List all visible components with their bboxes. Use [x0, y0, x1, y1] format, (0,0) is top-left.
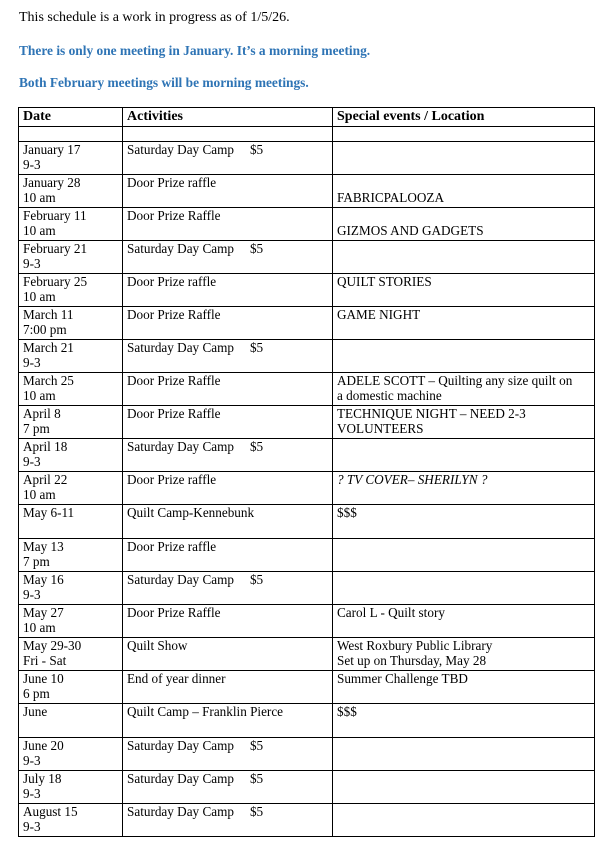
table-row	[19, 208, 595, 241]
table-row	[19, 738, 595, 771]
activity-cell	[123, 472, 333, 505]
date-text: June	[23, 704, 48, 719]
event-cell	[333, 638, 595, 671]
event-text: GIZMOS AND GADGETS	[337, 223, 484, 238]
date-text: April 8	[23, 406, 61, 421]
date-cell	[19, 307, 123, 340]
date-cell	[19, 804, 123, 837]
event-cell	[333, 241, 595, 274]
price-text: $5	[249, 804, 264, 819]
event-cell	[333, 142, 595, 175]
header-activities: Activities	[123, 108, 333, 127]
event-cell	[333, 340, 595, 373]
time-text: 10 am	[23, 223, 56, 238]
spacer-cell	[123, 127, 333, 142]
table-row	[19, 704, 595, 738]
date-cell	[19, 439, 123, 472]
date-text: January 17	[23, 142, 81, 157]
time-text: 7:00 pm	[23, 322, 67, 337]
event-text: West Roxbury Public Library	[337, 638, 493, 653]
activity-text: Door Prize Raffle	[127, 605, 221, 620]
date-cell	[19, 142, 123, 175]
date-text: July 18	[23, 771, 62, 786]
activity-cell	[123, 439, 333, 472]
time-text: 9-3	[23, 786, 41, 801]
activity-text: Door Prize Raffle	[127, 307, 221, 322]
date-text: May 29-30	[23, 638, 82, 653]
activity-cell	[123, 340, 333, 373]
activity-text: Saturday Day Camp	[127, 572, 234, 587]
date-cell	[19, 539, 123, 572]
activity-cell	[123, 241, 333, 274]
activity-cell	[123, 539, 333, 572]
note-january: There is only one meeting in January. It’s a morning meeting.	[19, 43, 371, 58]
time-text: 10 am	[23, 289, 56, 304]
event-text: GAME NIGHT	[337, 307, 421, 322]
activity-cell	[123, 274, 333, 307]
activity-cell	[123, 771, 333, 804]
event-text: FABRICPALOOZA	[337, 190, 444, 205]
event-text: $$$	[337, 505, 357, 520]
date-cell	[19, 605, 123, 638]
date-cell	[19, 406, 123, 439]
event-cell	[333, 406, 595, 439]
event-text: a domestic machine	[337, 388, 442, 403]
table-row	[19, 771, 595, 804]
date-text: April 18	[23, 439, 68, 454]
activity-text: Saturday Day Camp	[127, 439, 234, 454]
table-row	[19, 406, 595, 439]
event-text	[337, 175, 590, 190]
table-row	[19, 307, 595, 340]
time-text: 6 pm	[23, 686, 50, 701]
activity-text: End of year dinner	[127, 671, 226, 686]
spacer-cell	[19, 127, 123, 142]
event-cell	[333, 572, 595, 605]
activity-text: Saturday Day Camp	[127, 340, 234, 355]
activity-text: Quilt Camp – Franklin Pierce	[127, 704, 284, 719]
date-text: May 6-11	[23, 505, 75, 520]
price-text: $5	[249, 439, 264, 454]
date-cell	[19, 208, 123, 241]
event-cell	[333, 771, 595, 804]
time-text: 10 am	[23, 190, 56, 205]
price-text: $5	[249, 572, 264, 587]
activity-text: Saturday Day Camp	[127, 142, 234, 157]
date-cell	[19, 472, 123, 505]
header-date: Date	[19, 108, 123, 127]
time-text: Fri - Sat	[23, 653, 67, 668]
activity-cell	[123, 572, 333, 605]
date-text: February 21	[23, 241, 88, 256]
date-text: May 13	[23, 539, 64, 554]
spacer-cell	[333, 127, 595, 142]
date-text: March 21	[23, 340, 74, 355]
activity-cell	[123, 605, 333, 638]
activity-cell	[123, 208, 333, 241]
event-cell	[333, 307, 595, 340]
event-text: Summer Challenge TBD	[337, 671, 468, 686]
date-cell	[19, 671, 123, 704]
date-text: February 25	[23, 274, 88, 289]
table-row	[19, 340, 595, 373]
table-row	[19, 605, 595, 638]
event-text: ADELE SCOTT – Quilting any size quilt on	[337, 373, 573, 388]
table-row	[19, 274, 595, 307]
event-cell	[333, 704, 595, 738]
activity-cell	[123, 671, 333, 704]
time-text: 7 pm	[23, 421, 50, 436]
date-text: March 11	[23, 307, 74, 322]
event-cell	[333, 274, 595, 307]
price-text: $5	[249, 771, 264, 786]
table-row	[19, 671, 595, 704]
activity-text: Saturday Day Camp	[127, 241, 234, 256]
date-cell	[19, 505, 123, 539]
time-text: 10 am	[23, 388, 56, 403]
event-text	[337, 208, 590, 223]
intro-text: This schedule is a work in progress as of 1/5/26.	[19, 10, 290, 25]
header-special-events: Special events / Location	[333, 108, 595, 127]
activity-text: Door Prize Raffle	[127, 208, 221, 223]
price-text: $5	[249, 241, 264, 256]
activity-text: Quilt Camp-Kennebunk	[127, 505, 255, 520]
time-text: 9-3	[23, 355, 41, 370]
date-cell	[19, 638, 123, 671]
date-text: March 25	[23, 373, 74, 388]
time-text: 9-3	[23, 256, 41, 271]
activity-text: Saturday Day Camp	[127, 738, 234, 753]
time-text: 7 pm	[23, 554, 50, 569]
time-text: 9-3	[23, 753, 41, 768]
price-text: $5	[249, 142, 264, 157]
time-text: 9-3	[23, 819, 41, 834]
activity-text: Quilt Show	[127, 638, 188, 653]
activity-cell	[123, 406, 333, 439]
event-cell	[333, 505, 595, 539]
activity-text: Saturday Day Camp	[127, 804, 234, 819]
date-text: August 15	[23, 804, 78, 819]
event-text: Set up on Thursday, May 28	[337, 653, 487, 668]
activity-cell	[123, 175, 333, 208]
date-text: June 20	[23, 738, 64, 753]
table-row	[19, 175, 595, 208]
date-text: January 28	[23, 175, 81, 190]
activity-text: Door Prize raffle	[127, 175, 217, 190]
date-cell	[19, 274, 123, 307]
note-february: Both February meetings will be morning meetings.	[19, 75, 309, 90]
activity-cell	[123, 505, 333, 539]
event-text: TECHNIQUE NIGHT – NEED 2-3	[337, 406, 526, 421]
activity-text: Door Prize Raffle	[127, 373, 221, 388]
table-header-row	[19, 108, 595, 127]
time-text: 10 am	[23, 620, 56, 635]
activity-cell	[123, 704, 333, 738]
activity-text: Door Prize raffle	[127, 472, 217, 487]
activity-cell	[123, 804, 333, 837]
time-text: 9-3	[23, 454, 41, 469]
date-cell	[19, 175, 123, 208]
date-text: February 11	[23, 208, 87, 223]
event-cell	[333, 539, 595, 572]
date-cell	[19, 340, 123, 373]
schedule-table	[18, 107, 595, 837]
date-cell	[19, 738, 123, 771]
date-cell	[19, 373, 123, 406]
event-text: QUILT STORIES	[337, 274, 432, 289]
price-text: $5	[249, 340, 264, 355]
event-cell	[333, 472, 595, 505]
activity-text: Saturday Day Camp	[127, 771, 234, 786]
date-text: May 16	[23, 572, 64, 587]
event-text: Carol L - Quilt story	[337, 605, 445, 620]
activity-cell	[123, 307, 333, 340]
table-row	[19, 373, 595, 406]
activity-cell	[123, 638, 333, 671]
table-row	[19, 472, 595, 505]
event-cell	[333, 804, 595, 837]
table-row	[19, 241, 595, 274]
event-cell	[333, 671, 595, 704]
date-cell	[19, 704, 123, 738]
date-text: April 22	[23, 472, 68, 487]
date-cell	[19, 241, 123, 274]
table-row	[19, 439, 595, 472]
event-text: $$$	[337, 704, 357, 719]
table-row	[19, 539, 595, 572]
event-cell	[333, 605, 595, 638]
time-text: 10 am	[23, 487, 56, 502]
time-text: 9-3	[23, 587, 41, 602]
event-text: ? TV COVER– SHERILYN ?	[337, 472, 488, 487]
activity-text: Door Prize raffle	[127, 274, 217, 289]
table-row	[19, 638, 595, 671]
table-spacer-row	[19, 127, 595, 142]
table-row	[19, 804, 595, 837]
table-body	[19, 127, 595, 837]
table-row	[19, 572, 595, 605]
event-cell	[333, 738, 595, 771]
activity-cell	[123, 142, 333, 175]
table-row	[19, 142, 595, 175]
event-cell	[333, 175, 595, 208]
date-text: May 27	[23, 605, 64, 620]
date-cell	[19, 771, 123, 804]
activity-text: Door Prize Raffle	[127, 406, 221, 421]
event-cell	[333, 439, 595, 472]
price-text: $5	[249, 738, 264, 753]
date-text: June 10	[23, 671, 64, 686]
event-cell	[333, 208, 595, 241]
date-cell	[19, 572, 123, 605]
event-cell	[333, 373, 595, 406]
time-text: 9-3	[23, 157, 41, 172]
activity-cell	[123, 373, 333, 406]
activity-text: Door Prize raffle	[127, 539, 217, 554]
activity-cell	[123, 738, 333, 771]
event-text: VOLUNTEERS	[337, 421, 424, 436]
table-row	[19, 505, 595, 539]
